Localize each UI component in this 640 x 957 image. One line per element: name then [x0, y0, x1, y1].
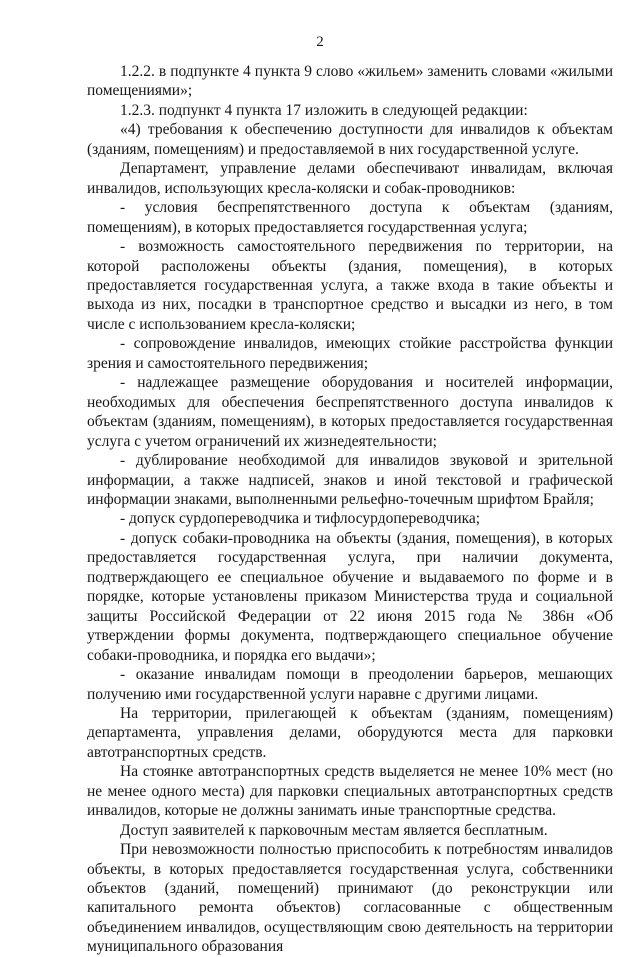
- page-number: 2: [316, 34, 324, 50]
- paragraph-adaptation: При невозможности полностью приспособить к потребностям инвалидов объекты, в которых предоставляется государственная услуга, собственники объектов (зданий, помещений) принимают (до реконструкции или капитального ремонта объектов) согласованные с общественным объединением инвалидов, осуществляющим свою деятельность на территории муниципального образования: [87, 841, 613, 956]
- list-item-sign-interpreter: - допуск сурдопереводчика и тифлосурдопереводчика;: [120, 510, 481, 528]
- document-body: [87, 62, 613, 957]
- list-item-escort: - сопровождение инвалидов, имеющих стойкие расстройства функции зрения и самостоятельного передвижения;: [87, 335, 613, 372]
- list-item-access-conditions: - условия беспрепятственного доступа к объектам (зданиям, помещениям), в которых предоставляется государственная услуга;: [87, 199, 613, 236]
- paragraph-1-2-3: 1.2.3. подпункт 4 пункта 17 изложить в следующей редакции:: [120, 101, 528, 119]
- list-item-independent-movement: - возможность самостоятельного передвижения по территории, на которой расположены объекты (здания, помещения), в которых предоставляется государственная услуга, а также входа в такие объекты и выхода из них, посадки в транспортное средство и высадки из него, в том числе с использованием кресла-коляски;: [87, 238, 613, 333]
- paragraph-parking-quota: На стоянке автотранспортных средств выделяется не менее 10% мест (но не менее одного места) для парковки специальных автотранспортных средств инвалидов, которые не должны занимать иные транспортные средства.: [87, 763, 613, 820]
- paragraph-department-intro: Департамент, управление делами обеспечивают инвалидам, включая инвалидов, использующих кресла-коляски и собак-проводников:: [87, 160, 613, 197]
- paragraph-subitem-4: «4) требования к обеспечению доступности для инвалидов к объектам (зданиям, помещениям) и предоставляемой в них государственной услуге.: [87, 121, 613, 158]
- list-item-equipment-placement: - надлежащее размещение оборудования и носителей информации, необходимых для обеспечения беспрепятственного доступа инвалидов к объектам (зданиям, помещениям), в которых предоставляется государственная услуга с учетом ограничений их жизнедеятельности;: [87, 374, 613, 450]
- paragraph-1-2-2: 1.2.2. в подпункте 4 пункта 9 слово «жильем» заменить словами «жилыми помещениями»;: [87, 63, 613, 100]
- list-item-guide-dog: - допуск собаки-проводника на объекты (здания, помещения), в которых предоставляется государственная услуга, при наличии документа, подтверждающего ее специальное обучение и выдаваемого по форме и в порядке, которые установлены приказом Министерства труда и социальной защиты Российской Федерации от 22 июня 2015 года № 386н «Об утверждении формы документа, подтверждающего специальное обучение собаки-проводника, и порядка его выдачи»;: [87, 529, 613, 664]
- paragraph-parking-territory: На территории, прилегающей к объектам (зданиям, помещениям) департамента, управления делами, оборудуются места для парковки автотранспортных средств.: [87, 704, 613, 761]
- paragraph-free-parking: Доступ заявителей к парковочным местам является бесплатным.: [120, 821, 548, 839]
- list-item-duplication: - дублирование необходимой для инвалидов звуковой и зрительной информации, а также надписей, знаков и иной текстовой и графической информации знаками, выполненными рельефно-точечным шрифтом Брайля;: [87, 452, 613, 508]
- list-item-assistance: - оказание инвалидам помощи в преодолении барьеров, мешающих получению ими государственной услуги наравне с другими лицами.: [87, 666, 613, 703]
